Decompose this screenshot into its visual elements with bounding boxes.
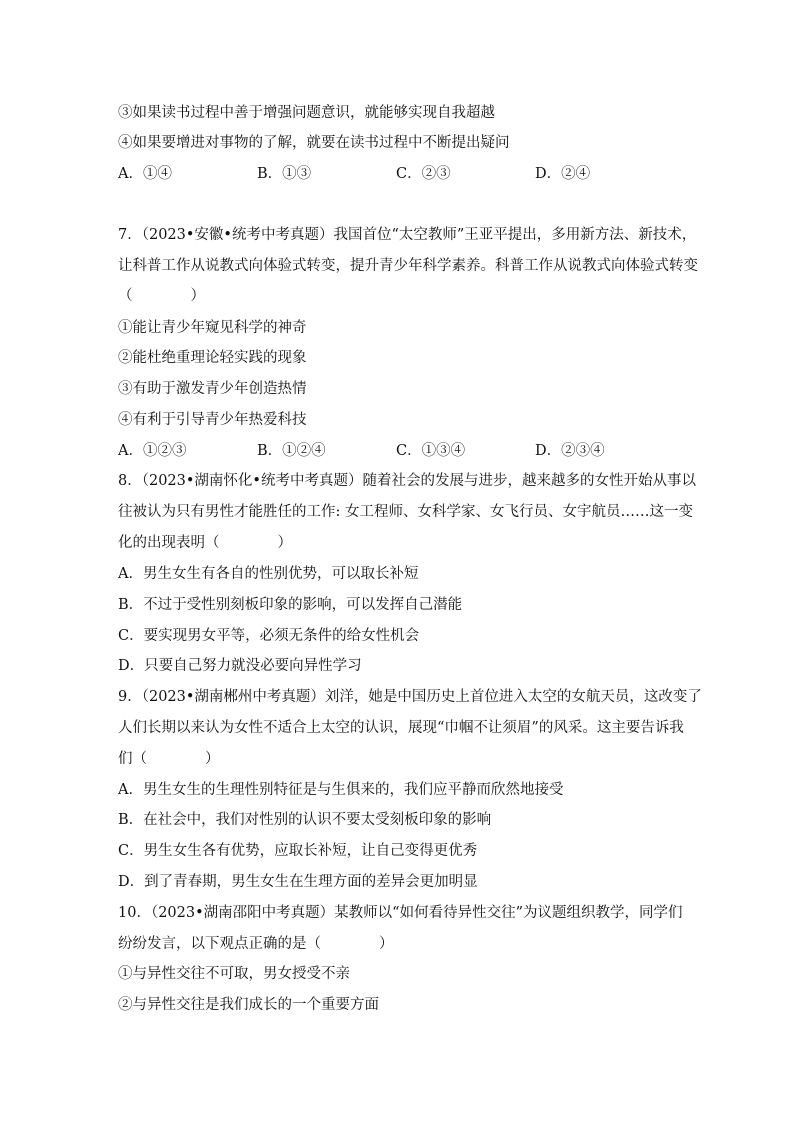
q6-option-b: B．①③ bbox=[257, 166, 312, 182]
q6-option-d: D．②④ bbox=[535, 166, 591, 182]
q10-statement-2: ②与异性交往是我们成长的一个重要方面 bbox=[118, 997, 379, 1013]
q9-stem-line-1: 9．（2023•湖南郴州中考真题）刘洋，她是中国历史上首位进入太空的女航天员，这改变了 bbox=[118, 689, 702, 705]
q6-statement-3: ③如果读书过程中善于增强问题意识，就能够实现自我超越 bbox=[118, 105, 495, 121]
q7-option-b: B．①②④ bbox=[257, 443, 326, 459]
q7-option-d: D．②③④ bbox=[535, 443, 605, 459]
q9-stem-line-2: 人们长期以来认为女性不适合上太空的认识，展现“巾帼不让须眉”的风采。这主要告诉我 bbox=[118, 720, 684, 736]
q7-stem-line-3: （ ） bbox=[118, 288, 205, 304]
q9-option-c: C．男生女生各有优势，应取长补短，让自己变得更优秀 bbox=[118, 843, 478, 859]
q8-option-a: A．男生女生有各自的性别优势，可以取长补短 bbox=[118, 566, 419, 582]
q6-option-c: C．②③ bbox=[396, 166, 451, 182]
q9-option-a: A．男生女生的生理性别特征是与生俱来的，我们应平静而欣然地接受 bbox=[118, 782, 564, 798]
q10-statement-1: ①与异性交往不可取，男女授受不亲 bbox=[118, 966, 350, 982]
q9-stem-line-3: 们（ ） bbox=[118, 751, 220, 767]
q7-statement-1: ①能让青少年窥见科学的神奇 bbox=[118, 320, 307, 336]
q6-option-a: A．①④ bbox=[118, 166, 172, 182]
q7-option-c: C．①③④ bbox=[396, 443, 466, 459]
q10-stem-line-2: 纷纷发言，以下观点正确的是（ ） bbox=[118, 936, 394, 952]
q8-option-d: D．只要自己努力就没必要向异性学习 bbox=[118, 658, 362, 674]
q7-option-a: A．①②③ bbox=[118, 443, 187, 459]
q7-statement-2: ②能杜绝重理论轻实践的现象 bbox=[118, 350, 307, 366]
q7-statement-3: ③有助于激发青少年创造热情 bbox=[118, 381, 307, 397]
q7-stem-line-2: 让科普工作从说教式向体验式转变，提升青少年科学素养。科普工作从说教式向体验式转变 bbox=[118, 258, 698, 274]
q9-option-d: D．到了青春期，男生女生在生理方面的差异会更加明显 bbox=[118, 874, 478, 890]
q6-options bbox=[118, 164, 688, 184]
q8-stem-line-2: 往被认为只有男性才能胜任的工作: 女工程师、女科学家、女飞行员、女宇航员……这一变 bbox=[118, 504, 693, 520]
q7-stem-line-1: 7．（2023•安徽•统考中考真题）我国首位“太空教师”王亚平提出，多用新方法、新技术， bbox=[118, 227, 697, 243]
q8-option-c: C．要实现男女平等，必须无条件的给女性机会 bbox=[118, 628, 420, 644]
q8-stem-line-3: 化的出现表明（ ） bbox=[118, 535, 292, 551]
q7-options bbox=[118, 441, 688, 461]
q7-statement-4: ④有利于引导青少年热爱科技 bbox=[118, 412, 307, 428]
q9-option-b: B．在社会中，我们对性别的认识不要太受刻板印象的影响 bbox=[118, 812, 492, 828]
q10-stem-line-1: 10．（2023•湖南邵阳中考真题）某教师以“如何看待异性交往”为议题组织教学，同学们 bbox=[118, 905, 683, 921]
q8-option-b: B．不过于受性别刻板印象的影响，可以发挥自己潜能 bbox=[118, 597, 463, 613]
q8-stem-line-1: 8．（2023•湖南怀化•统考中考真题）随着社会的发展与进步，越来越多的女性开始从事以 bbox=[118, 473, 696, 489]
q6-statement-4: ④如果要增进对事物的了解，就要在读书过程中不断提出疑问 bbox=[118, 135, 510, 151]
